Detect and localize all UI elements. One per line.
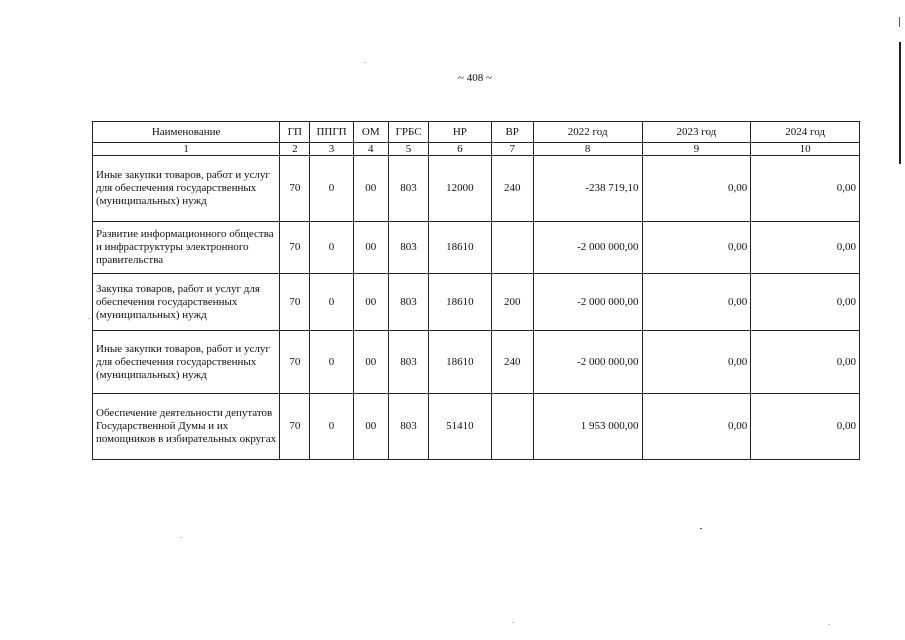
cell-grbs: 803	[388, 156, 428, 222]
cell-2022: -2 000 000,00	[533, 274, 642, 331]
header-grbs: ГРБС	[388, 122, 428, 143]
table-row	[93, 394, 860, 460]
scan-speck	[828, 624, 830, 625]
scan-speck	[180, 537, 182, 538]
cell-nr: 12000	[429, 156, 491, 222]
cell-2024: 0,00	[751, 222, 860, 274]
scan-edge-mark	[899, 42, 901, 164]
cell-2022: -2 000 000,00	[533, 331, 642, 394]
cell-nr: 51410	[429, 394, 491, 460]
header-vr: ВР	[491, 122, 533, 143]
cell-grbs: 803	[388, 331, 428, 394]
scan-edge-tick	[899, 17, 900, 27]
cell-ppgp: 0	[310, 156, 353, 222]
cell-grbs: 803	[388, 274, 428, 331]
cell-grbs: 803	[388, 394, 428, 460]
cell-ppgp: 0	[310, 394, 353, 460]
cell-vr: 240	[491, 156, 533, 222]
row-name: Развитие информационного общества и инфраструктуры электронного правительства	[93, 222, 280, 274]
cell-vr: 240	[491, 331, 533, 394]
cell-gp: 70	[280, 274, 310, 331]
cell-2023: 0,00	[642, 274, 751, 331]
cell-nr: 18610	[429, 222, 491, 274]
column-number: 6	[429, 143, 491, 156]
cell-2023: 0,00	[642, 331, 751, 394]
header-gp: ГП	[280, 122, 310, 143]
header-2023: 2023 год	[642, 122, 751, 143]
scan-speck	[700, 528, 702, 529]
header-ppgp: ППГП	[310, 122, 353, 143]
column-number: 9	[642, 143, 751, 156]
cell-om: 00	[353, 222, 388, 274]
column-number: 7	[491, 143, 533, 156]
cell-vr	[491, 394, 533, 460]
row-name: Иные закупки товаров, работ и услуг для обеспечения государственных (муниципальных) нужд	[93, 331, 280, 394]
column-number: 1	[93, 143, 280, 156]
column-number: 10	[751, 143, 860, 156]
header-2022: 2022 год	[533, 122, 642, 143]
header-2024: 2024 год	[751, 122, 860, 143]
scan-speck	[364, 62, 366, 63]
cell-2024: 0,00	[751, 394, 860, 460]
column-number: 5	[388, 143, 428, 156]
table-row	[93, 331, 860, 394]
cell-2023: 0,00	[642, 394, 751, 460]
cell-ppgp: 0	[310, 274, 353, 331]
cell-2024: 0,00	[751, 274, 860, 331]
cell-ppgp: 0	[310, 331, 353, 394]
header-nr: НР	[429, 122, 491, 143]
cell-ppgp: 0	[310, 222, 353, 274]
cell-gp: 70	[280, 156, 310, 222]
table-row	[93, 156, 860, 222]
cell-vr: 200	[491, 274, 533, 331]
cell-2024: 0,00	[751, 331, 860, 394]
cell-2022: -2 000 000,00	[533, 222, 642, 274]
cell-om: 00	[353, 331, 388, 394]
cell-gp: 70	[280, 222, 310, 274]
cell-om: 00	[353, 394, 388, 460]
scan-speck	[512, 622, 514, 623]
column-number: 3	[310, 143, 353, 156]
page-number: ~ 408 ~	[458, 72, 492, 84]
cell-om: 00	[353, 156, 388, 222]
cell-grbs: 803	[388, 222, 428, 274]
cell-2023: 0,00	[642, 222, 751, 274]
cell-2023: 0,00	[642, 156, 751, 222]
table-row	[93, 274, 860, 331]
header-om: ОМ	[353, 122, 388, 143]
row-name: Закупка товаров, работ и услуг для обеспечения государственных (муниципальных) нужд	[93, 274, 280, 331]
cell-nr: 18610	[429, 274, 491, 331]
header-row	[93, 122, 860, 143]
cell-vr	[491, 222, 533, 274]
row-name: Обеспечение деятельности депутатов Государственной Думы и их помощников в избирательных округах	[93, 394, 280, 460]
cell-gp: 70	[280, 394, 310, 460]
cell-2024: 0,00	[751, 156, 860, 222]
cell-gp: 70	[280, 331, 310, 394]
column-number: 2	[280, 143, 310, 156]
cell-2022: -238 719,10	[533, 156, 642, 222]
cell-nr: 18610	[429, 331, 491, 394]
scan-speck	[88, 318, 90, 319]
table-row	[93, 222, 860, 274]
header-name: Наименование	[93, 122, 280, 143]
cell-2022: 1 953 000,00	[533, 394, 642, 460]
column-number: 4	[353, 143, 388, 156]
column-number-row	[93, 143, 860, 156]
row-name: Иные закупки товаров, работ и услуг для обеспечения государственных (муниципальных) нужд	[93, 156, 280, 222]
cell-om: 00	[353, 274, 388, 331]
budget-table	[92, 121, 860, 460]
column-number: 8	[533, 143, 642, 156]
